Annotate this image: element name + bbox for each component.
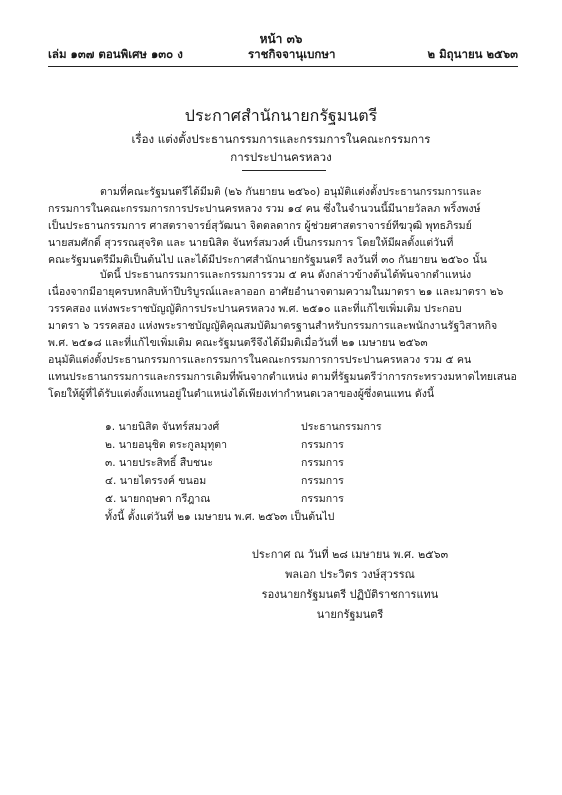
member-role: กรรมการ: [301, 439, 344, 451]
paragraph-line: แทนประธานกรรมการและกรรมการเดิมที่พ้นจากตำแหน่ง ตามที่รัฐมนตรีว่าการกระทรวงมหาดไทยเสนอ: [48, 371, 517, 383]
header-divider: [48, 66, 518, 67]
paragraph-line: บัดนี้ ประธานกรรมการและกรรมการรวม ๕ คน ดังกล่าวข้างต้นได้พ้นจากตำแหน่ง: [100, 269, 472, 281]
member-row: [105, 436, 405, 454]
page-number: หน้า ๓๖: [259, 32, 303, 46]
paragraph-line: วรรคสอง แห่งพระราชบัญญัติการประปานครหลวง พ.ศ. ๒๕๑๐ และที่แก้ไขเพิ่มเติม ประกอบ: [48, 303, 462, 315]
paragraph-line: เป็นประธานกรรมการ ศาสตราจารย์สุวัฒนา จิตตลดากร ผู้ช่วยศาสตราจารย์ทีฆวุฒิ พุทธภิรมย์: [48, 220, 472, 232]
member-role: กรรมการ: [301, 493, 344, 505]
signature-block: [200, 545, 500, 625]
effective-date-line: ทั้งนี้ ตั้งแต่วันที่ ๒๑ เมษายน พ.ศ. ๒๕๖๓ เป็นต้นไป: [105, 511, 335, 523]
paragraph-line: ตามที่คณะรัฐมนตรีได้มีมติ (๒๖ กันยายน ๒๕๖๐) อนุมัติแต่งตั้งประธานกรรมการและ: [100, 186, 482, 198]
member-name: ๓. นายประสิทธิ์ สืบชนะ: [105, 457, 214, 469]
paragraph-line: โดยให้ผู้ที่ได้รับแต่งตั้งแทนอยู่ในตำแหน่งได้เพียงเท่ากำหนดเวลาของผู้ซึ่งตนแทน ดังนี้: [48, 388, 435, 400]
member-row: [105, 490, 405, 508]
paragraph-2: [48, 267, 518, 403]
paragraph-line: อนุมัติแต่งตั้งประธานกรรมการและกรรมการในคณะกรรมการการประปานครหลวง รวม ๕ คน: [48, 354, 472, 366]
paragraph-line: คณะรัฐมนตรีมีมติเป็นต้นไป และได้มีประกาศสำนักนายกรัฐมนตรี ลงวันที่ ๓๐ กันยายน ๒๕๖๐ นั้น: [48, 254, 487, 266]
member-name: ๑. นายนิสิต จันทร์สมวงศ์: [105, 421, 220, 433]
paragraph-line: เนื่องจากมีอายุครบหกสิบห้าปีบริบูรณ์และลาออก อาศัยอำนาจตามความในมาตรา ๒๑ และมาตรา ๒๖: [48, 286, 504, 298]
title-divider: [242, 170, 326, 171]
paragraph-line: กรรมการในคณะกรรมการการประปานครหลวง รวม ๑๔ คน ซึ่งในจำนวนนี้มีนายวัลลภ พริ้งพงษ์: [48, 203, 481, 215]
journal-name: ราชกิจจานุเบกษา: [248, 47, 336, 61]
member-name: ๒. นายอนุชิต ตระกูลมุทุตา: [105, 439, 228, 451]
member-list: [105, 418, 405, 508]
member-role: กรรมการ: [301, 457, 344, 469]
announcement-title: ประกาศสำนักนายกรัฐมนตรี: [184, 106, 378, 125]
member-role: ประธานกรรมการ: [301, 421, 382, 433]
publication-date: ๒ มิถุนายน ๒๕๖๓: [427, 47, 518, 61]
member-row: [105, 472, 405, 490]
subject-line-2: การประปานครหลวง: [230, 150, 332, 164]
announced-date: ประกาศ ณ วันที่ ๒๘ เมษายน พ.ศ. ๒๕๖๓: [251, 548, 449, 561]
paragraph-line: นายสมศักดิ์ สุวรรณสุจริต และ นายนิสิต จันทร์สมวงศ์ เป็นกรรมการ โดยให้มีผลตั้งแต่วันที่: [48, 237, 454, 249]
member-role: กรรมการ: [301, 475, 344, 487]
paragraph-line: มาตรา ๖ วรรคสอง แห่งพระราชบัญญัติคุณสมบัติมาตรฐานสำหรับกรรมการและพนักงานรัฐวิสาหกิจ: [48, 320, 498, 332]
announcement-subject: [0, 130, 562, 166]
subject-line-1: เรื่อง แต่งตั้งประธานกรรมการและกรรมการในคณะกรรมการ: [131, 132, 431, 146]
paragraph-1: [48, 184, 518, 269]
member-row: [105, 418, 405, 436]
signatory-position-2: นายกรัฐมนตรี: [316, 608, 384, 621]
gazette-header: [48, 46, 518, 64]
member-name: ๔. นายไตรรงค์ ขนอม: [105, 475, 207, 487]
paragraph-line: พ.ศ. ๒๕๑๘ และที่แก้ไขเพิ่มเติม คณะรัฐมนตรีจึงได้มีมติเมื่อวันที่ ๒๑ เมษายน ๒๕๖๓: [48, 337, 428, 349]
signatory-position: รองนายกรัฐมนตรี ปฏิบัติราชการแทน: [261, 588, 439, 601]
signatory-name: พลเอก ประวิตร วงษ์สุวรรณ: [285, 568, 415, 581]
member-name: ๕. นายกฤษดา กรีฎาณ: [105, 493, 211, 505]
member-row: [105, 454, 405, 472]
volume-issue: เล่ม ๑๓๗ ตอนพิเศษ ๑๓๐ ง: [48, 47, 183, 61]
